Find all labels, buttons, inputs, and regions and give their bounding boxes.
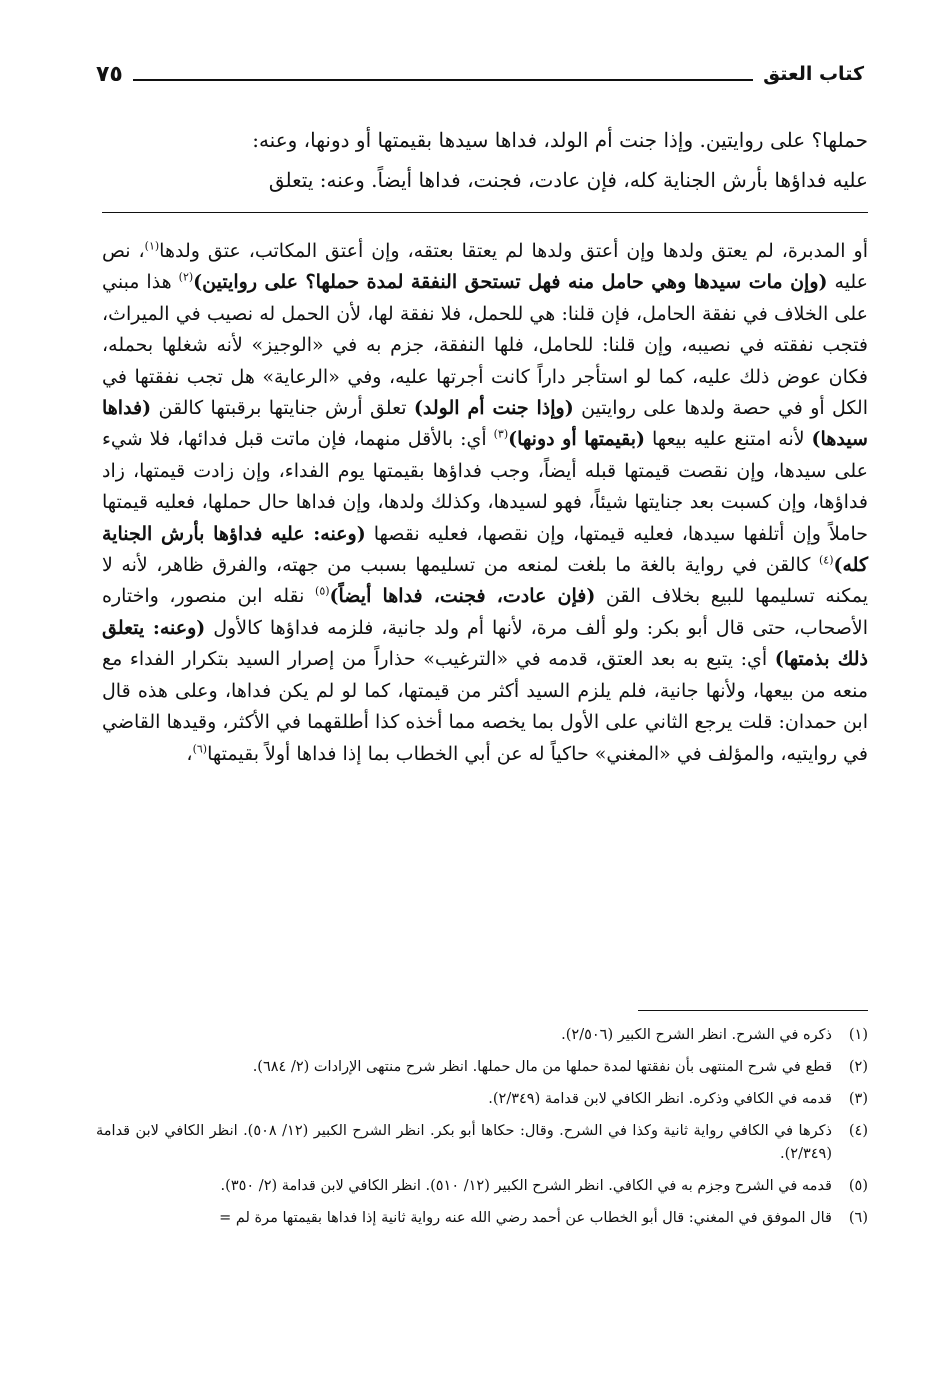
commentary-run: أي: بالأقل منهما، فإن ماتت قبل فدائها، فلا شيء على سيدها، وإن نقصت قيمتها قبله أيضاً، وجب فداؤها بقيمتها يوم الفداء، وإن زادت قيمتها، زاد فداؤها، وإن كسبت بعد جنايتها شيئاً، فهو لسيدها، وكذلك ولدها، وإن فداها حال حملها، فعليه قيمتها حاملاً وإن أتلفها سيدها، فعليه قيمتها، وإن نقصها، فعليه نقصها bbox=[102, 428, 868, 545]
footnote-ref: (٤) bbox=[818, 553, 834, 567]
commentary-run: كالقن في رواية بالغة ما بلغت لمنعه من تسليمها بسبب من جهته، والفرق ظاهر، لأنه لا يمكنه تسليمها للبيع بخلاف القن bbox=[102, 554, 868, 608]
footnote bbox=[96, 1024, 868, 1047]
footnote-number: (١) bbox=[848, 1027, 868, 1043]
commentary-run: ، نص عليه bbox=[102, 240, 868, 294]
matn-separator bbox=[102, 212, 868, 213]
footnote-ref: (٦) bbox=[192, 742, 208, 756]
footnote bbox=[96, 1175, 868, 1198]
header-title: كتاب العتق bbox=[763, 63, 864, 85]
bold-matn-quote: (وإن مات سيدها وهي حامل منه فهل تستحق النفقة لمدة حملها؟ على روايتين) bbox=[193, 271, 828, 294]
footnote-number: (٣) bbox=[848, 1091, 868, 1107]
commentary-text bbox=[102, 236, 868, 770]
footnote-text: قال الموفق في المغني: قال أبو الخطاب عن أحمد رضي الله عنه رواية ثانية إذا فداها بقيمتها مرة لم = bbox=[219, 1210, 832, 1226]
commentary-run: أو المدبرة، لم يعتق ولدها وإن أعتق ولدها لم يعتقا بعتقه، وإن أعتق المكاتب، عتق ولدها bbox=[159, 240, 868, 262]
footnote bbox=[96, 1120, 868, 1166]
matn-line: حملها؟ على روايتين. وإذا جنت أم الولد، فداها سيدها بقيمتها أو دونها، وعنه: bbox=[252, 128, 868, 152]
footnote-text: قدمه في الكافي وذكره. انظر الكافي لابن قدامة (٢/٣٤٩). bbox=[488, 1091, 832, 1107]
commentary-run: تعلق أرش جنايتها برقبتها كالقن bbox=[151, 397, 414, 420]
commentary-run: هذا مبني على الخلاف في نفقة الحامل، فإن قلنا: هي للحمل، فلا نفقة لها، لأن الحمل له نصيب في الميراث، فتجب نفقته في نصيبه، وإن قلنا: للحامل، فلها النفقة، جزم به في «الوجيز» لأنه شغلها بحمله، فكان عوض ذلك عليه، كما لو استأجر داراً كانت أجرتها عليه، وفي «الرعاية» هل تجب نفقتها في الكل أو في حصة ولدها على روايتين bbox=[102, 271, 868, 420]
matn-text bbox=[104, 120, 868, 200]
commentary-run: ، bbox=[186, 742, 193, 765]
footnote-text: ذكرها في الكافي رواية ثانية وكذا في الشرح. وقال: حكاها أبو بكر. انظر الشرح الكبير (١٢/ ٥٠٨). انظر الكافي لابن قدامة (٢/٣٤٩). bbox=[96, 1123, 832, 1162]
commentary-run: لأنه امتنع عليه بيعها bbox=[645, 428, 812, 451]
page-number: ٧٥ bbox=[96, 61, 123, 87]
running-header bbox=[96, 58, 864, 90]
footnote-ref: (٣) bbox=[493, 428, 509, 442]
footnote bbox=[96, 1088, 868, 1111]
footnote bbox=[96, 1207, 868, 1230]
footnote-number: (٥) bbox=[848, 1178, 868, 1194]
bold-matn-quote: (وإذا جنت أم الولد) bbox=[413, 397, 574, 420]
footnotes bbox=[96, 1024, 868, 1239]
footnote-ref: (١) bbox=[144, 239, 160, 253]
footnote-ref: (٥) bbox=[315, 585, 330, 599]
bold-matn-quote: (بقيمتها أو دونها) bbox=[508, 428, 646, 451]
footnote-ref: (٢) bbox=[178, 271, 194, 285]
footnote-text: قطع في شرح المنتهى بأن نفقتها لمدة حملها من مال حملها. انظر شرح منتهى الإرادات (٢/ ٦٨٤). bbox=[252, 1059, 832, 1075]
footnote-number: (٤) bbox=[848, 1123, 868, 1139]
footnote-text: ذكره في الشرح. انظر الشرح الكبير (٢/٥٠٦). bbox=[561, 1027, 832, 1043]
footnote-separator bbox=[638, 1010, 868, 1011]
footnote-text: قدمه في الشرح وجزم به في الكافي. انظر الشرح الكبير (١٢/ ٥١٠). انظر الكافي لابن قدامة (٢/ ٣٥٠). bbox=[220, 1178, 832, 1194]
footnote-number: (٦) bbox=[848, 1210, 868, 1226]
footnote bbox=[96, 1056, 868, 1079]
commentary-run: أي: يتبع به بعد العتق، قدمه في «الترغيب» حذاراً من إصرار السيد بتكرار الفداء مع منعه من بيعها، ولأنها جانية، فلم يلزم السيد أكثر من قيمتها، كما لو لم يكن فداها، وعلى هذه قال ابن حمدان: قلت يرجع الثاني على الأول بما يخصه مما أخذه كذا أطلقهما في الأكثر، وقيدها القاضي في روايتيه، والمؤلف في «المغني» حاكياً له عن أبي الخطاب بما إذا فداها أولاً بقيمتها bbox=[102, 648, 868, 765]
footnote-number: (٢) bbox=[848, 1059, 868, 1075]
bold-matn-quote: (فإن عادت، فجنت، فداها أيضاً) bbox=[329, 585, 596, 608]
header-rule bbox=[133, 79, 753, 81]
bold-matn-quote: (فداها سيدها) bbox=[102, 397, 868, 451]
matn-line: عليه فداؤها بأرش الجناية كله، فإن عادت، فجنت، فداها أيضاً. وعنه: يتعلق bbox=[268, 168, 868, 192]
bold-matn-quote: (وعنه: عليه فداؤها بأرش الجناية كله) bbox=[102, 522, 868, 577]
bold-matn-quote: (وعنه: يتعلق ذلك بذمتها) bbox=[102, 616, 868, 671]
commentary-paragraph bbox=[102, 236, 868, 770]
commentary-run: نقله ابن منصور، واختاره الأصحاب، حتى قال أبو بكر: ولو ألف مرة، لأنها أم ولد جانية، فلزمه فداؤها كالأول bbox=[102, 585, 868, 639]
